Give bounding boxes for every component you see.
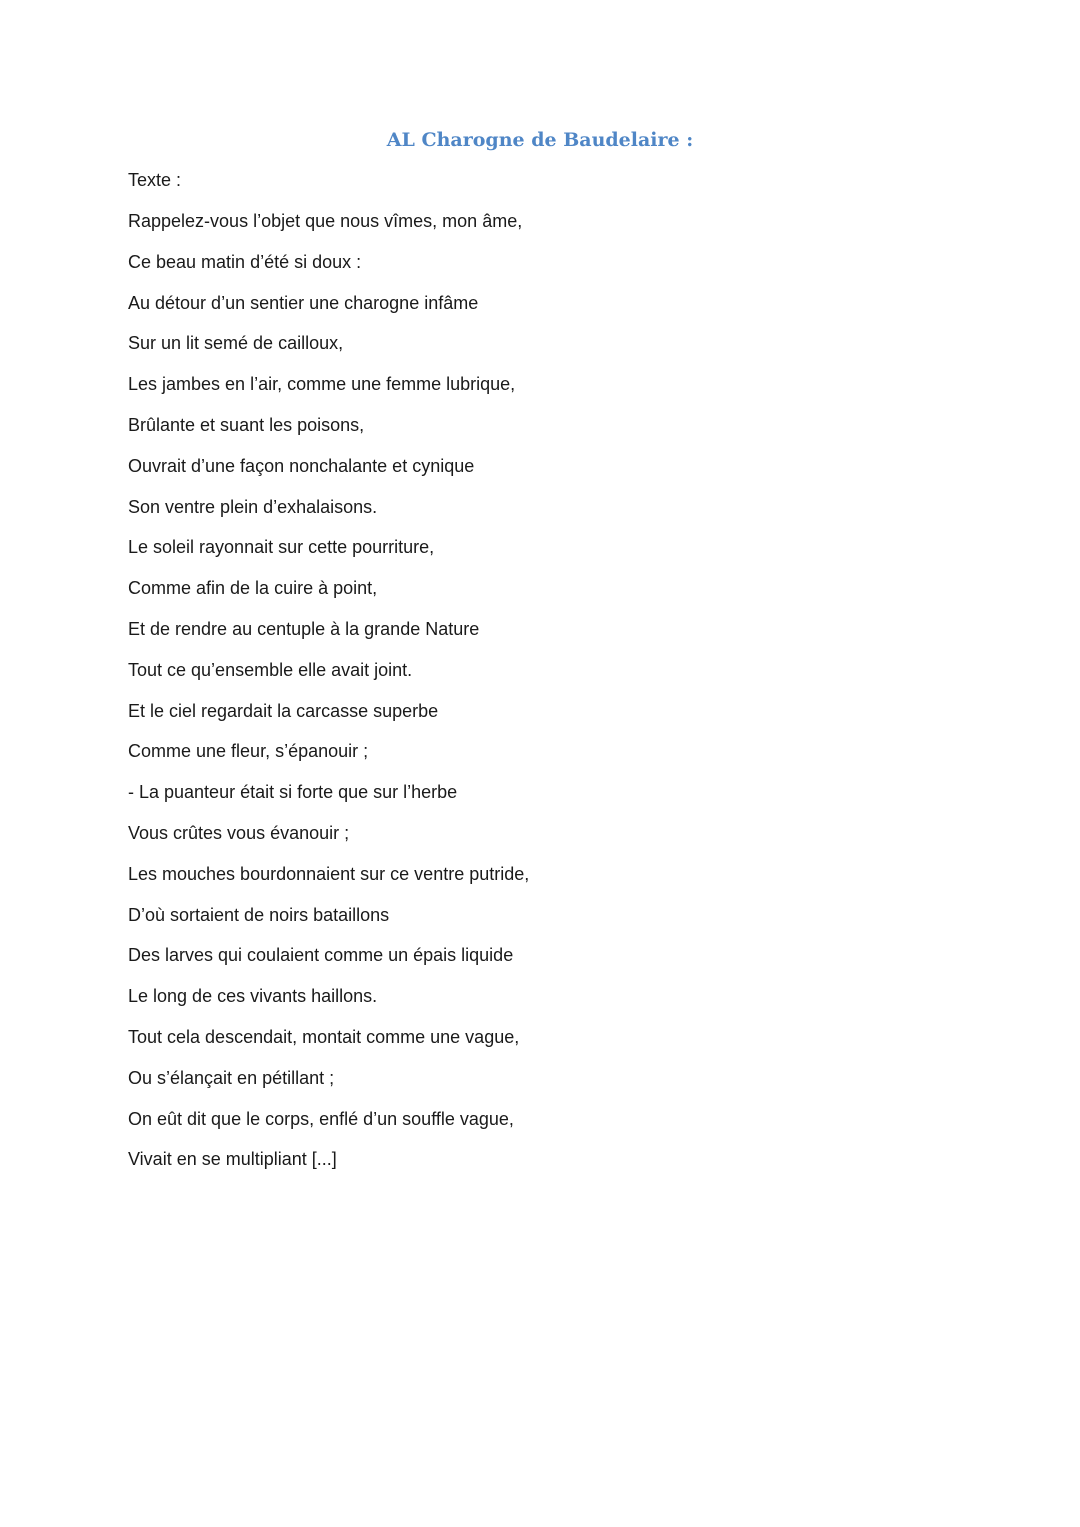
poem-line: Ou s’élançait en pétillant ; bbox=[128, 1067, 335, 1088]
poem-line: Les jambes en l’air, comme une femme lubrique, bbox=[128, 374, 516, 395]
section-label: Texte : bbox=[128, 170, 182, 190]
poem-line: Brûlante et suant les poisons, bbox=[128, 414, 365, 435]
poem-line: On eût dit que le corps, enflé d’un souffle vague, bbox=[128, 1108, 514, 1129]
document-title-text: AL Charogne de Baudelaire : bbox=[386, 129, 694, 151]
poem-line: Vous crûtes vous évanouir ; bbox=[128, 822, 350, 843]
poem-line: Tout ce qu’ensemble elle avait joint. bbox=[128, 659, 413, 680]
poem-line: Le long de ces vivants haillons. bbox=[128, 986, 378, 1007]
poem-line: Ouvrait d’une façon nonchalante et cynique bbox=[128, 455, 475, 476]
poem-line: Au détour d’un sentier une charogne infâme bbox=[128, 292, 479, 313]
poem-line: Les mouches bourdonnaient sur ce ventre putride, bbox=[128, 863, 530, 884]
poem-line: Sur un lit semé de cailloux, bbox=[128, 333, 344, 354]
poem-text bbox=[128, 209, 529, 1188]
poem-line: - La puanteur était si forte que sur l’herbe bbox=[128, 782, 458, 803]
poem-line: Son ventre plein d’exhalaisons. bbox=[128, 496, 378, 517]
poem-line: Comme afin de la cuire à point, bbox=[128, 578, 378, 599]
poem-line: Rappelez-vous l’objet que nous vîmes, mon âme, bbox=[128, 211, 523, 231]
poem-line: Tout cela descendait, montait comme une vague, bbox=[128, 1026, 520, 1047]
poem-line: D’où sortaient de noirs bataillons bbox=[128, 904, 390, 925]
poem-line: Et de rendre au centuple à la grande Nature bbox=[128, 618, 480, 639]
poem-line: Et le ciel regardait la carcasse superbe bbox=[128, 700, 439, 721]
poem-line: Comme une fleur, s’épanouir ; bbox=[128, 741, 369, 762]
poem-line: Vivait en se multipliant [...] bbox=[128, 1149, 337, 1170]
poem-line: Ce beau matin d’été si doux : bbox=[128, 251, 362, 272]
poem-line: Des larves qui coulaient comme un épais liquide bbox=[128, 945, 514, 966]
document-title bbox=[0, 126, 1080, 154]
poem-line: Le soleil rayonnait sur cette pourriture, bbox=[128, 537, 435, 558]
